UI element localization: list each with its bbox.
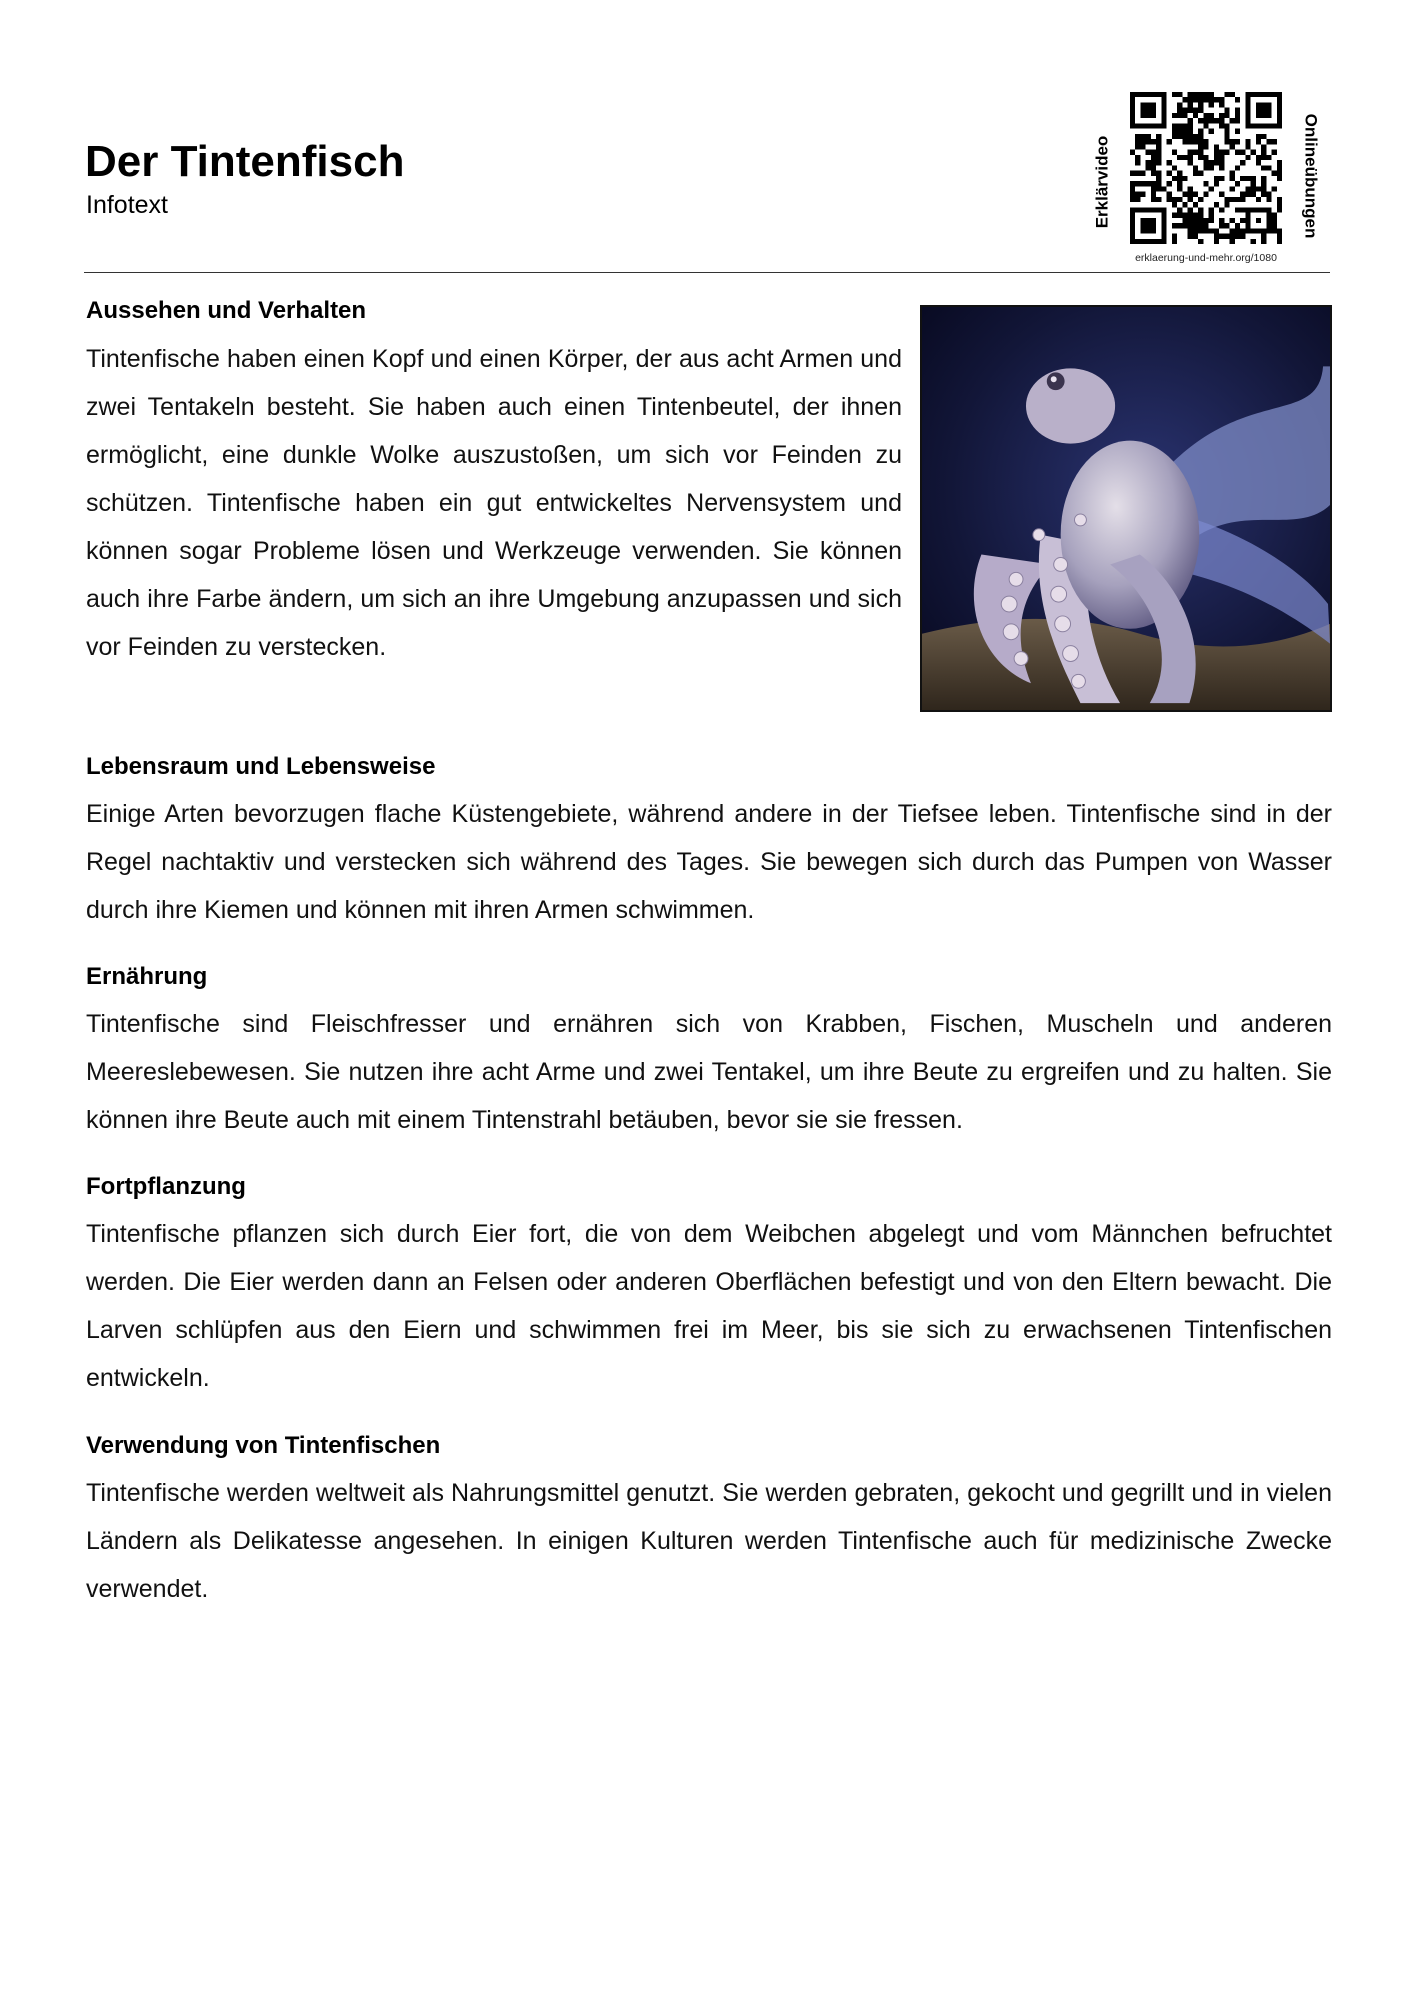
heading-fortpflanzung: Fortpflanzung xyxy=(86,1173,246,1200)
page-subtitle: Infotext xyxy=(86,191,168,219)
paragraph-aussehen: Tintenfische haben einen Kopf und einen Körper, der aus acht Armen und zwei Tentakeln besteht. Sie haben auch einen Tintenbeutel, der ihnen ermöglicht, eine dunkle Wolke auszustoßen, um sich vor Feinden zu schützen. Tintenfische haben ein gut entwickeltes Nervensystem und können sogar Probleme lösen und Werkzeuge verwenden. Sie können auch ihre Farbe ändern, um sich an ihre Umgebung anzupassen und sich vor Feinden zu verstecken. xyxy=(86,345,902,661)
header-divider xyxy=(84,272,1330,273)
octopus-photo xyxy=(920,305,1332,712)
qr-code-icon[interactable] xyxy=(1130,92,1282,244)
qr-label-video: Erklärvideo xyxy=(1092,135,1112,229)
qr-url[interactable]: erklaerung-und-mehr.org/1080 xyxy=(1135,252,1277,264)
heading-verwendung: Verwendung von Tintenfischen xyxy=(86,1432,441,1459)
heading-aussehen: Aussehen und Verhalten xyxy=(86,297,367,324)
heading-ernaehrung: Ernährung xyxy=(86,963,208,990)
page-title: Der Tintenfisch xyxy=(85,137,405,186)
octopus-icon xyxy=(922,307,1330,710)
paragraph-lebensraum: Einige Arten bevorzugen flache Küstengebiete, während andere in der Tiefsee leben. Tintenfische sind in der Regel nachtaktiv und verstecken sich während des Tages. Sie bewegen sich durch das Pumpen von Wasser durch ihre Kiemen und können mit ihren Armen schwimmen. xyxy=(86,800,1332,924)
qr-label-exercises: Onlineübungen xyxy=(1301,113,1320,239)
heading-lebensraum: Lebensraum und Lebensweise xyxy=(86,753,436,780)
paragraph-ernaehrung: Tintenfische sind Fleischfresser und ernähren sich von Krabben, Fischen, Muscheln und anderen Meereslebewesen. Sie nutzen ihre acht Arme und zwei Tentakel, um ihre Beute zu ergreifen und zu halten. Sie können ihre Beute auch mit einem Tintenstrahl betäuben, bevor sie sie fressen. xyxy=(86,1010,1332,1134)
paragraph-fortpflanzung: Tintenfische pflanzen sich durch Eier fort, die von dem Weibchen abgelegt und vom Männchen befruchtet werden. Die Eier werden dann an Felsen oder anderen Oberflächen befestigt und von den Eltern bewacht. Die Larven schlüpfen aus den Eiern und schwimmen frei im Meer, bis sie sich zu erwachsenen Tintenfischen entwickeln. xyxy=(86,1220,1332,1392)
paragraph-verwendung: Tintenfische werden weltweit als Nahrungsmittel genutzt. Sie werden gebraten, gekocht und gegrillt und in vielen Ländern als Delikatesse angesehen. In einigen Kulturen werden Tintenfische auch für medizinische Zwecke verwendet. xyxy=(86,1479,1332,1603)
